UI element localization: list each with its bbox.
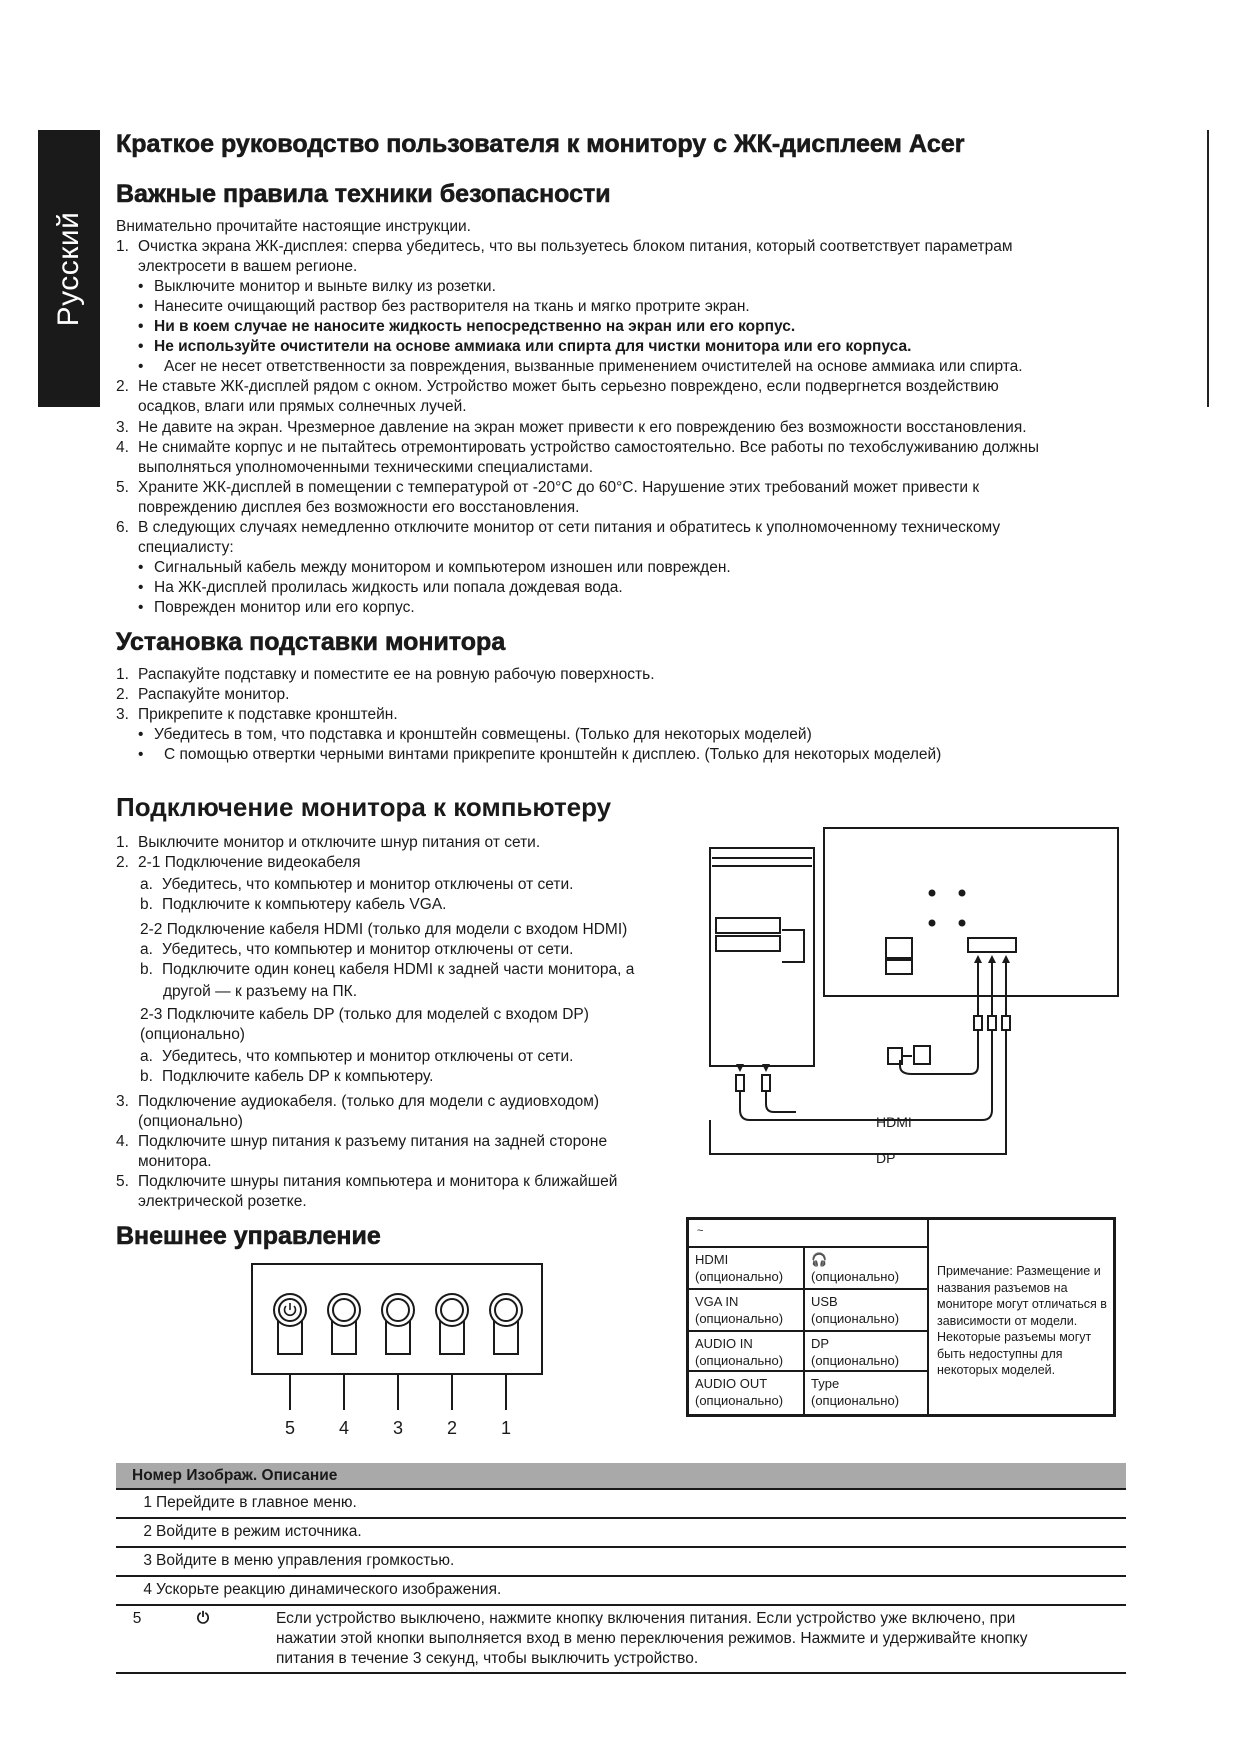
list-item: • Убедитесь в том, что подставка и кронштейн совмещены. (Только для некоторых моделей) xyxy=(138,726,812,743)
port-cell: AUDIO IN (опционально) xyxy=(695,1336,784,1368)
connect-list: 1. Выключите монитор и отключите шнур питания от сети. 2. 2-1 Подключение видеокабеля a. Убедитесь, что компьютер и монитор отключены от сети. b. Подключите к компьютеру кабель VGA. 2-2 Подключение кабеля HDMI (только для модели с входом HDMI) a. Убедитесь, что компьютер и монитор отключены от сети. b. Подключите один конец кабеля HDMI к задней части монитора, а другой — к разъему на ПК. 2-3 Подключите кабель DP (только для моделей с входом DP) (опционально) a. Убедитесь, что компьютер и монитор отключены от сети. b. Подключите кабель DP к компьютеру. 3. Подключение аудиокабеля. (только для модели с аудиовходом) (опционально) 4. Подключите шнур питания к разъему питания на задней стороне монитора. 5. Подключите шнуры питания компьютера и монитора к ближайшей электрической розетке. xyxy=(116,834,635,1210)
list-item: • Не используйте очистители на основе аммиака или спирта для чистки монитора или его корпуса. xyxy=(138,338,912,355)
controls-illustration xyxy=(250,1262,550,1442)
connection-diagram xyxy=(700,820,1130,1170)
button-number: 5 xyxy=(284,1418,296,1438)
table-row: 4 Ускорьте реакцию динамического изображения. xyxy=(116,1577,1126,1606)
list-item: • На ЖК-дисплей пролилась жидкость или попала дождевая вода. xyxy=(138,579,623,596)
headphone-icon: 🎧 xyxy=(811,1252,828,1267)
safety-heading: Важные правила техники безопасности xyxy=(116,180,611,208)
language-tab xyxy=(38,130,100,407)
port-cell: AUDIO OUT (опционально) xyxy=(695,1376,784,1408)
port-cell: USB (опционально) xyxy=(811,1294,900,1326)
button-number: 1 xyxy=(500,1418,512,1438)
safety-item-4: 4. Не снимайте корпус и не пытайтесь отремонтировать устройство самостоятельно. Все работы по техобслуживанию должны выполняться уполномоченными техническими специалистами. xyxy=(116,439,1040,476)
button-4 xyxy=(328,1294,360,1354)
button-number: 2 xyxy=(446,1418,458,1438)
port-cell: VGA IN (опционально) xyxy=(695,1294,784,1326)
button-2 xyxy=(436,1294,468,1354)
controls-description-table xyxy=(116,1463,1126,1674)
table-row: 1 Перейдите в главное меню. xyxy=(116,1490,1126,1519)
connect-heading: Подключение монитора к компьютеру xyxy=(116,792,612,822)
list-item: • С помощью отвертки черными винтами прикрепите кронштейн к дисплею. (Только для некоторых моделей) xyxy=(138,746,942,763)
power-icon xyxy=(285,1303,296,1315)
table-row: 5 ⏻ Если устройство выключено, нажмите кнопку включения питания. Если устройство уже включено, при нажатии этой кнопки выполняется вход в меню переключения режимов. Нажмите и удерживайте кнопку питания в течение 3 секунд, чтобы выключить устройство. xyxy=(116,1606,1126,1674)
monitor-back-illustration xyxy=(824,828,1118,996)
stand-list xyxy=(116,665,941,765)
table-header: Номер Изображ. Описание xyxy=(116,1463,1126,1490)
list-item: 3. Прикрепите к подставке кронштейн. xyxy=(116,706,398,723)
diagram-label-hdmi: HDMI xyxy=(876,1114,912,1130)
port-cell: DP (опционально) xyxy=(811,1336,900,1368)
list-item: • Сигнальный кабель между монитором и компьютером изношен или поврежден. xyxy=(138,559,731,576)
button-number: 4 xyxy=(338,1418,350,1438)
list-item: • Поврежден монитор или его корпус. xyxy=(138,599,415,616)
safety-intro: Внимательно прочитайте настоящие инструкции. xyxy=(116,218,471,235)
right-margin-rule xyxy=(1207,130,1209,407)
list-item: 2. Распакуйте монитор. xyxy=(116,686,290,703)
language-tab-label: Русский xyxy=(52,211,85,326)
button-3 xyxy=(382,1294,414,1354)
port-cell: 🎧 (опционально) xyxy=(811,1252,900,1284)
diagram-label-dp: DP xyxy=(876,1150,896,1166)
connectors-table xyxy=(686,1217,1116,1417)
port-cell: Type (опционально) xyxy=(811,1376,900,1408)
safety-item-5: 5. Храните ЖК-дисплей в помещении с температурой от -20°C до 60°C. Нарушение этих требований может привести к повреждению дисплея без возможности его восстановления. xyxy=(116,479,980,516)
safety-item-6: 6. В следующих случаях немедленно отключите монитор от сети питания и обратитесь к уполномоченному техническому специалисту: • Сигнальный кабель между монитором и компьютером изношен или поврежден. • На ЖК-дисплей пролилась жидкость или попала дождевая вода. • Поврежден монитор или его корпус. xyxy=(116,519,1001,616)
table-row: 3 Войдите в меню управления громкостью. xyxy=(116,1548,1126,1577)
power-icon: ⏻ xyxy=(196,1610,210,1627)
connectors-note: Примечание: Размещение и названия разъемов на мониторе могут отличаться в зависимости от модели. Некоторые разъемы могут быть недоступны для некоторых моделей. xyxy=(937,1264,1107,1377)
port-cell: HDMI (опционально) xyxy=(695,1252,784,1284)
safety-item-1: 1. Очистка экрана ЖК-дисплея: сперва убедитесь, что вы пользуетесь блоком питания, который соответствует параметрам электросети в вашем регионе. • Выключите монитор и выньте вилку из розетки. • Нанесите очищающий раствор без растворителя на ткань и мягко протрите экран. • Ни в коем случае не наносите жидкость непосредственно на экран или его корпус. • Не используйте очистители на основе аммиака или спирта для чистки монитора или его корпуса. • Acer не несет ответственности за повреждения, вызванные применением очистителей на основе аммиака или спирта. xyxy=(116,238,1023,375)
button-number: 3 xyxy=(392,1418,404,1438)
button-1 xyxy=(490,1294,522,1354)
list-item: • Выключите монитор и выньте вилку из розетки. xyxy=(138,278,496,295)
safety-item-2: 2. Не ставьте ЖК-дисплей рядом с окном. Устройство может быть серьезно повреждено, если подвергнется воздействию осадков, влаги или прямых солнечных лучей. xyxy=(116,378,999,415)
stand-heading: Установка подставки монитора xyxy=(116,628,506,656)
table-row: 2 Войдите в режим источника. xyxy=(116,1519,1126,1548)
safety-item-3: 3. Не давите на экран. Чрезмерное давление на экран может привести к его повреждению без возможности восстановления. xyxy=(116,419,1027,436)
list-item: • Ни в коем случае не наносите жидкость непосредственно на экран или его корпус. xyxy=(138,318,796,335)
connectors-header: ~ xyxy=(697,1225,704,1237)
list-item: • Нанесите очищающий раствор без растворителя на ткань и мягко протрите экран. xyxy=(138,298,750,315)
list-item: • Acer не несет ответственности за повреждения, вызванные применением очистителей на основе аммиака или спирта. xyxy=(138,358,1023,375)
list-item: 1. Распакуйте подставку и поместите ее на ровную рабочую поверхность. xyxy=(116,666,655,683)
controls-heading: Внешнее управление xyxy=(116,1222,381,1250)
pc-tower-illustration xyxy=(710,848,814,1066)
page-title: Краткое руководство пользователя к монитору с ЖК-дисплеем Acer xyxy=(116,130,965,158)
